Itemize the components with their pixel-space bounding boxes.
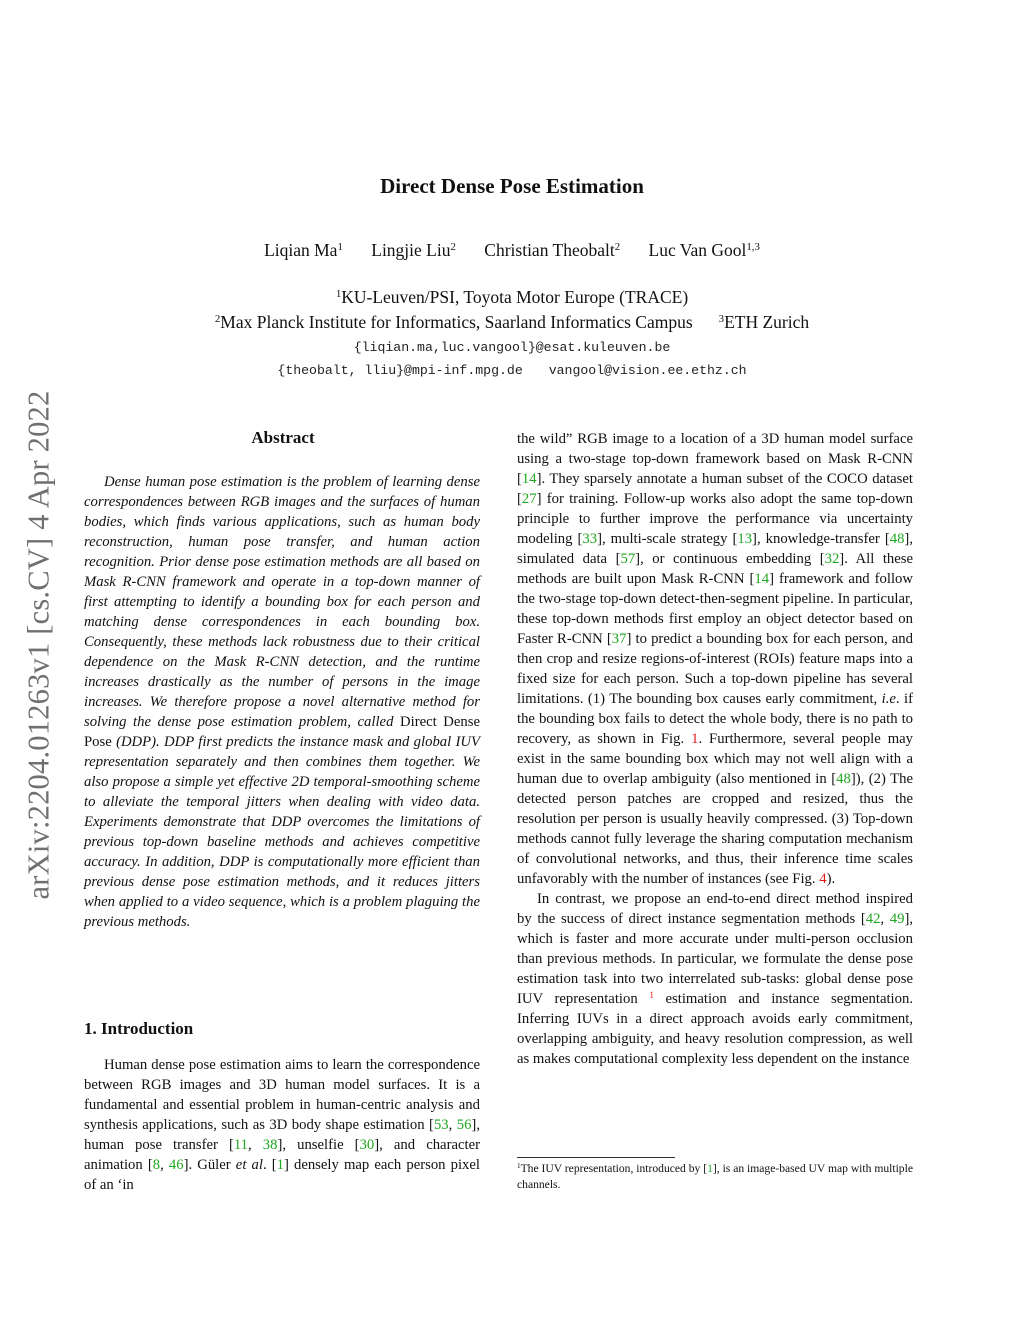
citation-link[interactable]: 14 [521, 471, 537, 487]
introduction-heading: 1. Introduction [84, 1019, 194, 1038]
citation-link[interactable]: 32 [824, 551, 840, 567]
citation-link[interactable]: 13 [737, 531, 753, 547]
citation-link[interactable]: 30 [359, 1137, 375, 1153]
author: Liqian Ma$^1$ [264, 240, 343, 260]
author: Christian Theobalt$^2$ [484, 240, 621, 260]
citation-link[interactable]: 37 [611, 631, 627, 647]
citation-link[interactable]: 14 [754, 571, 770, 587]
affiliation-line: $^1$KU-Leuven/PSI, Toyota Motor Europe (TRACE) [335, 287, 689, 307]
citation-link[interactable]: 57 [620, 551, 636, 567]
right-column-body [517, 429, 913, 1069]
intro-paragraph: the wild” RGB image to a location of a 3D human model surface using a two-stage top-down framework based on Mask R-CNN [14]. They sparsely annotate a human subset of the COCO dataset [27] for training. Follow-up works also adopt the same top-down principle to further improve the performance via uncertainty modeling [33], multi-scale strategy [13], knowledge-transfer [48], simulated data [57], or continuous embedding [32]. All these methods are built upon Mask R-CNN [14] framework and follow the two-stage top-down detect-then-segment pipeline. In particular, these top-down methods first employ an object detector based on Faster R-CNN [37] to predict a bounding box for each person, and then crop and resize regions-of-interest (ROIs) feature maps into a fixed size for each person. Such a top-down pipeline has several limitations. (1) The bounding box causes early commitment, i.e. if the bounding box fails to detect the whole body, there is no path to recovery, as shown in Fig. 1. Furthermore, several people may exist in the same bounding box which may not well align with a human due to overlap ambiguity (also mentioned in [48]), (2) The detected person patches are cropped and resized, thus the resolution per person is usually heavily compressed. (3) Top-down methods cannot fully leverage the sharing computation mechanism of convolutional networks, and thus, their inference time scales unfavorably with the number of instances (see Fig. 4). [517, 431, 914, 887]
author-list [0, 240, 1024, 261]
abstract-paragraph: Dense human pose estimation is the problem of learning dense correspondences between RGB images and the surfaces of human bodies, which finds various applications, such as human body reconstruction, human pose transfer, and human action recognition. Prior dense pose estimation methods are all based on Mask R-CNN framework and operate in a top-down manner of first attempting to identify a bounding box for each person and matching dense correspondences in each bounding box. Consequently, these methods lack robustness due to their critical dependence on the Mask R-CNN detection, and the runtime increases drastically as the number of persons in the image increases. We therefore propose a novel alternative method for solving the dense pose estimation problem, called Direct Dense Pose (DDP). DDP first predicts the instance mask and global IUV representation separately and then combines them together. We also propose a simple yet effective 2D temporal-smoothing scheme to alleviate the temporal jitters when dealing with video data. Experiments demonstrate that DDP overcomes the limitations of previous top-down baseline methods and achieves competitive accuracy. In addition, DDP is computationally more efficient than previous dense pose estimation methods, and it reduces jitters when applied to a video sequence, which is a problem plaguing the previous methods. [84, 474, 481, 930]
figure-link[interactable]: 1 [691, 731, 699, 747]
paper-title: Direct Dense Pose Estimation [380, 174, 644, 198]
footnote-marker[interactable]: 1 [649, 990, 654, 1000]
citation-link[interactable]: 1 [276, 1157, 284, 1173]
footnote-rule [517, 1157, 675, 1158]
citation-link[interactable]: 48 [889, 531, 905, 547]
footnote: $^1$The IUV representation, introduced by [1], is an image-based UV map with multiple channels. [517, 1162, 913, 1191]
intro-paragraph: In contrast, we propose an end-to-end direct method inspired by the success of direct instance segmentation methods [42, 49], which is faster and more accurate under multi-person occlusion than previous methods. In particular, we formulate the dense pose estimation task into two interrelated sub-tasks: global dense pose IUV representation $^1$ estimation and instance segmentation. Inferring IUVs in a direct approach avoids early commitment, overlapping ambiguity, and heavy resolution compression, as well as makes computational complexity less dependent on the instance [517, 891, 914, 1067]
email-line: {liqian.ma,luc.vangool}@esat.kuleuven.be [353, 340, 671, 355]
citation-link[interactable]: 49 [889, 911, 905, 927]
citation-link[interactable]: 27 [521, 491, 537, 507]
introduction-body [84, 1055, 480, 1195]
citation-link[interactable]: 8 [152, 1157, 161, 1173]
citation-link[interactable]: 48 [836, 771, 851, 787]
citation-link[interactable]: 46 [168, 1157, 184, 1173]
citation-link[interactable]: 11 [233, 1137, 249, 1153]
citation-link[interactable]: 33 [582, 531, 598, 547]
citation-link[interactable]: 53 [433, 1117, 449, 1133]
citation-link[interactable]: 56 [456, 1117, 472, 1133]
email-line: {theobalt, lliu}@mpi-inf.mpg.de vangool@vision.ee.ethz.ch [277, 363, 747, 378]
citation-link[interactable]: 42 [865, 911, 881, 927]
citation-link[interactable]: 1 [707, 1162, 713, 1175]
abstract-body [84, 472, 480, 932]
affiliation-line: $^2$Max Planck Institute for Informatics, Saarland Informatics Campus $^3$ETH Zurich [214, 312, 810, 332]
author: Lingjie Liu$^2$ [371, 240, 456, 260]
abstract-heading: Abstract [251, 428, 315, 447]
intro-paragraph: Human dense pose estimation aims to learn the correspondence between RGB images and 3D human model surfaces. It is a fundamental and essential problem in human-centric analysis and synthesis applications, such as 3D body shape estimation [53, 56], human pose transfer [11, 38], unselfie [30], and character animation [8, 46]. Güler et al. [1] densely map each person pixel of an ‘in [84, 1057, 480, 1193]
arxiv-identifier: arXiv:2204.01263v1 [cs.CV] 4 Apr 2022 [21, 390, 56, 900]
author: Luc Van Gool$^{1,3}$ [648, 240, 760, 260]
figure-link[interactable]: 4 [819, 871, 827, 887]
citation-link[interactable]: 38 [262, 1137, 278, 1153]
